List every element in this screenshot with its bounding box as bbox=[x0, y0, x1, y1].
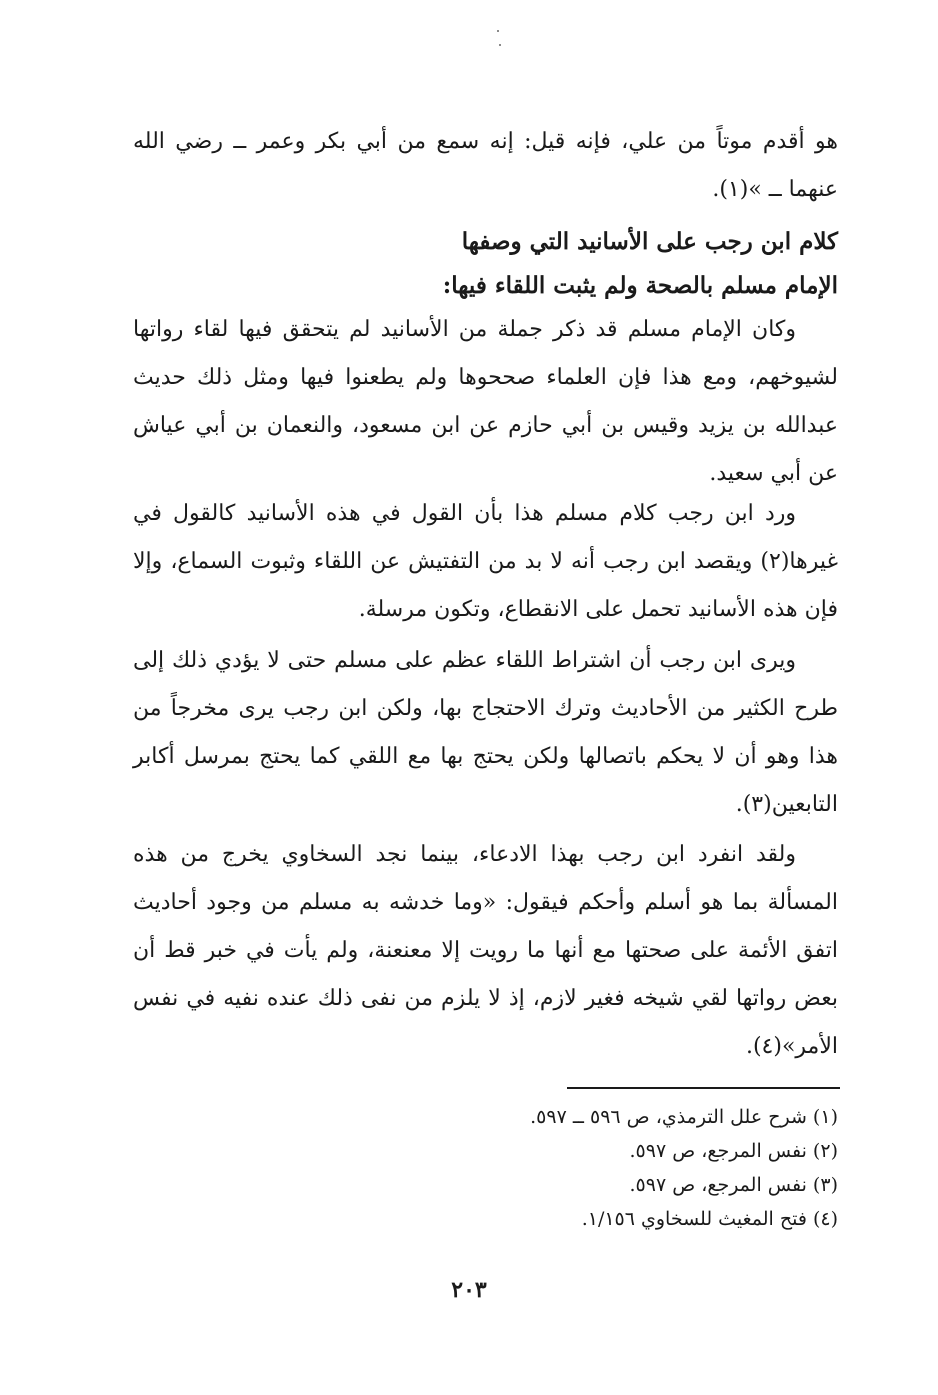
footnote-4: (٤) فتح المغيث للسخاوي ١/١٥٦. bbox=[581, 1208, 838, 1230]
paragraph-2: ورد ابن رجب كلام مسلم هذا بأن القول في هذه الأسانيد كالقول في غيرها(٢) ويقصد ابن رجب أنه لا بد من التفتيش عن اللقاء وثبوت السماع، وإلا فإن هذه الأسانيد تحمل على الانقطاع، وتكون مرسلة. bbox=[133, 501, 838, 622]
footnote-separator bbox=[567, 1087, 840, 1089]
footnote-2: (٢) نفس المرجع، ص ٥٩٧. bbox=[629, 1140, 838, 1162]
footnote-1: (١) شرح علل الترمذي، ص ٥٩٦ ــ ٥٩٧. bbox=[530, 1106, 838, 1128]
paragraph-continuation: هو أقدم موتاً من علي، فإنه قيل: إنه سمع من أبي بكر وعمر ــ رضي الله عنهما ــ »(١). bbox=[133, 129, 838, 202]
section-heading-line-2: الإمام مسلم بالصحة ولم يثبت اللقاء فيها: bbox=[442, 272, 838, 299]
paragraph-4: ولقد انفرد ابن رجب بهذا الادعاء، بينما نجد السخاوي يخرج من هذه المسألة بما هو أسلم وأحكم فيقول: «وما خدشه به مسلم من وجود أحاديث اتفق الأئمة على صحتها مع أنها ما رويت إلا معنعنة، ولم يأت في خبر قط أن بعض رواتها لقي شيخه فغير لازم، إذ لا يلزم من نفى ذلك عنده نفيه في نفس الأمر»(٤). bbox=[133, 842, 839, 1059]
scan-speck bbox=[497, 30, 499, 32]
footnote-3: (٣) نفس المرجع، ص ٥٩٧. bbox=[629, 1174, 838, 1196]
scan-speck bbox=[499, 44, 501, 46]
paragraph-3: ويرى ابن رجب أن اشتراط اللقاء عظم على مسلم حتى لا يؤدي ذلك إلى طرح الكثير من الأحاديث وترك الاحتجاج بها، ولكن ابن رجب يرى مخرجاً من هذا وهو أن لا يحكم باتصالها ولكن يحتج بها مع اللقي كما يحتج بمرسل أكابر التابعين(٣). bbox=[133, 648, 838, 817]
section-heading-line-1: كلام ابن رجب على الأسانيد التي وصفها bbox=[461, 228, 838, 255]
footnotes bbox=[133, 1100, 838, 1236]
page-number: ٢٠٣ bbox=[451, 1277, 487, 1303]
paragraph-1: وكان الإمام مسلم قد ذكر جملة من الأسانيد لم يتحقق فيها لقاء رواتها لشيوخهم، ومع هذا فإن العلماء صححوها ولم يطعنوا فيها ومثل ذلك حديث عبدالله بن يزيد وقيس بن أبي حازم عن ابن مسعود، والنعمان بن أبي عياش عن أبي سعيد. bbox=[133, 317, 838, 486]
